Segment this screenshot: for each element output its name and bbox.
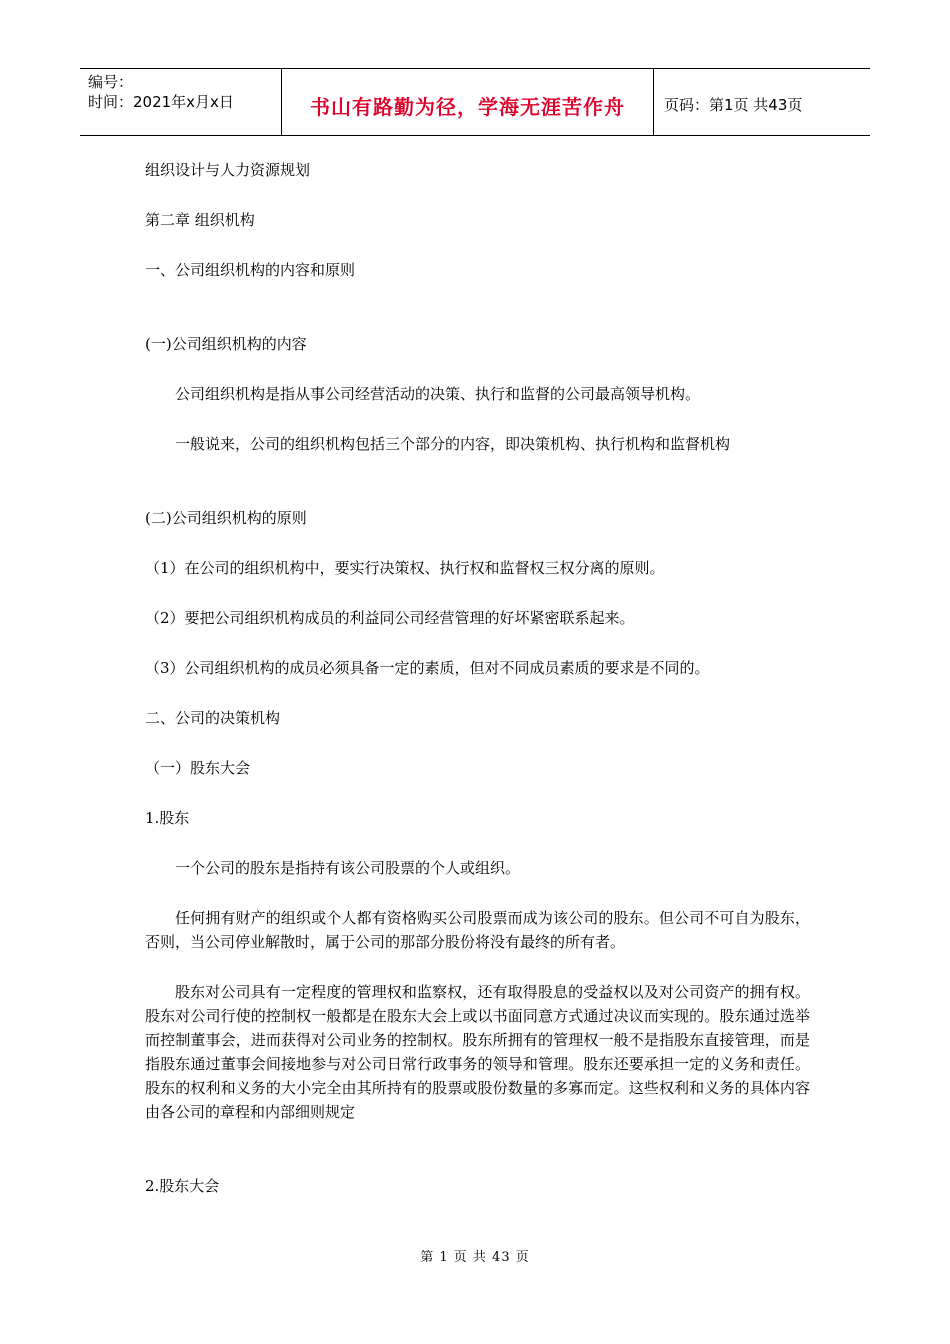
principle-item: （3）公司组织机构的成员必须具备一定的素质，但对不同成员素质的要求是不同的。 bbox=[145, 659, 710, 677]
doc-date-label: 时间：2021年x月x日 bbox=[88, 93, 234, 111]
page-footer: 第 1 页 共 43 页 bbox=[420, 1250, 530, 1265]
paragraph: 股东对公司具有一定程度的管理权和监察权，还有取得股息的受益权以及对公司资产的拥有权。股东对公司行使的控制权一般都是在股东大会上或以书面同意方式通过决议而实现的。股东通过选举而控制董事会，进而获得对公司业务的控制权。股东所拥有的管理权一般不是指股东直接管理，而是指股东通过董事会间接地参与对公司日常行政事务的领导和管理。股东还要承担一定的义务和责任。股东的权利和义务的大小完全由其所持有的股票或股份数量的多寡而定。这些权利和义务的具体内容由各公司的章程和内部细则规定 bbox=[145, 983, 810, 1121]
section-heading-2: 二、公司的决策机构 bbox=[145, 709, 281, 727]
document-body bbox=[145, 158, 810, 1198]
header-page-cell bbox=[654, 69, 870, 135]
subsection-heading-2: (二)公司组织机构的原则 bbox=[145, 509, 307, 527]
paragraph: 公司组织机构是指从事公司经营活动的决策、执行和监督的公司最高领导机构。 bbox=[175, 385, 701, 403]
chapter-heading: 第二章 组织机构 bbox=[145, 211, 255, 229]
doc-title: 组织设计与人力资源规划 bbox=[145, 161, 311, 179]
principle-item: （2）要把公司组织机构成员的利益同公司经营管理的好坏紧密联系起来。 bbox=[145, 609, 635, 627]
paragraph: 一般说来，公司的组织机构包括三个部分的内容，即决策机构、执行机构和监督机构 bbox=[175, 435, 731, 453]
item-heading-1: 1.股东 bbox=[145, 809, 190, 827]
header-page-label: 页码：第1页 共43页 bbox=[664, 95, 803, 114]
header-motto: 书山有路勤为径，学海无涯苦作舟 bbox=[310, 94, 625, 119]
section-heading-1: 一、公司组织机构的内容和原则 bbox=[145, 261, 356, 279]
header-motto-cell bbox=[282, 69, 654, 135]
paragraph: 任何拥有财产的组织或个人都有资格购买公司股票而成为该公司的股东。但公司不可自为股东，否则，当公司停业解散时，属于公司的那部分股份将没有最终的所有者。 bbox=[145, 909, 810, 951]
doc-code-label: 编号： bbox=[88, 73, 134, 91]
header-left-cell bbox=[80, 69, 282, 135]
principle-item: （1）在公司的组织机构中，要实行决策权、执行权和监督权三权分离的原则。 bbox=[145, 559, 665, 577]
item-heading-2: 2.股东大会 bbox=[145, 1177, 220, 1195]
paragraph: 一个公司的股东是指持有该公司股票的个人或组织。 bbox=[175, 859, 521, 877]
header-table bbox=[80, 68, 870, 136]
subsection-heading-3: （一）股东大会 bbox=[145, 759, 251, 777]
subsection-heading-1: (一)公司组织机构的内容 bbox=[145, 335, 307, 353]
